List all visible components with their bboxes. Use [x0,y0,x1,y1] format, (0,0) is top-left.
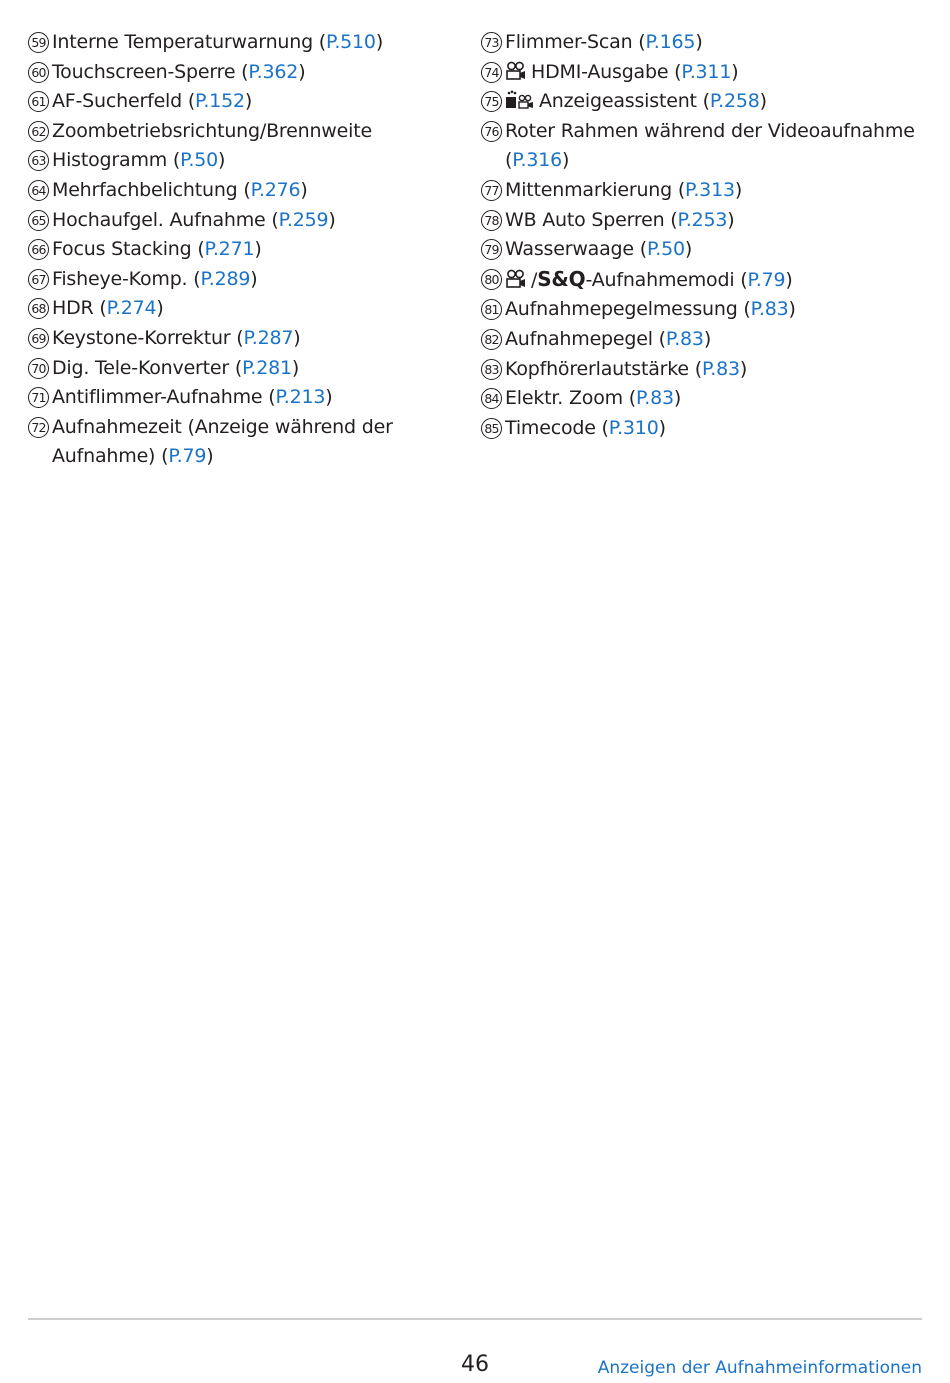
closing-paren: ) [684,238,693,261]
item-label: Antiflimmer-Aufnahme ( [52,386,276,409]
item-text [52,354,458,384]
left-column [28,28,458,472]
list-item [481,58,926,88]
item-label: Aufnahmepegelmessung ( [505,298,751,321]
item-text [505,414,926,444]
item-number-badge: 80 [481,269,502,290]
list-item [481,87,926,117]
list-item [481,265,926,296]
item-label: Mittenmarkierung ( [505,178,686,201]
closing-paren: ) [300,178,308,201]
list-item [481,414,926,444]
item-label: Histogramm ( [52,149,181,172]
section-title-link[interactable]: Anzeigen der Aufnahmeinformationen [597,1358,922,1378]
movie-camera-icon [505,269,527,289]
list-item [28,235,458,265]
item-label: Interne Temperaturwarnung ( [52,31,327,53]
item-number-badge: 66 [28,239,49,260]
item-number-badge: 59 [28,32,49,53]
page-reference-link[interactable]: P.311 [681,60,732,83]
item-text [52,413,458,472]
item-number-badge: 75 [481,91,502,112]
item-text [505,87,926,117]
list-item [481,235,926,265]
closing-paren: ) [727,208,735,231]
item-label: Aufnahmepegel ( [505,327,666,350]
item-label: Flimmer-Scan ( [505,31,646,53]
item-number-badge: 72 [28,417,49,438]
closing-paren: ) [291,356,300,379]
list-item [28,354,458,384]
closing-paren: ) [156,297,164,320]
item-text [505,265,926,296]
list-item [28,265,458,295]
page-reference-link[interactable]: P.83 [750,298,789,321]
item-label: Dig. Tele-Konverter ( [52,356,243,379]
item-number-badge: 63 [28,150,49,171]
page-reference-link[interactable]: P.165 [645,31,696,53]
page-reference-link[interactable]: P.281 [242,356,292,379]
item-number-badge: 84 [481,388,502,409]
item-label: Fisheye-Komp. ( [52,267,201,290]
page-reference-link[interactable]: P.362 [248,60,299,83]
list-item [28,117,458,147]
item-number-badge: 60 [28,62,49,83]
closing-paren: ) [250,267,258,290]
list-item [481,176,926,206]
closing-paren: ) [673,387,682,410]
list-item [28,58,458,88]
item-text [505,117,926,176]
item-text [52,324,458,354]
list-item [481,325,926,355]
page-reference-link[interactable]: P.152 [195,90,245,113]
closing-paren: ) [254,238,262,261]
item-label: -Aufnahmemodi ( [585,268,748,291]
list-item [28,413,458,472]
item-number-badge: 62 [28,121,49,142]
item-label: WB Auto Sperren ( [505,208,678,231]
item-number-badge: 82 [481,329,502,350]
item-number-badge: 83 [481,359,502,380]
item-number-badge: 70 [28,358,49,379]
list-item [28,324,458,354]
closing-paren: ) [658,416,666,439]
list-item [481,28,926,58]
item-text [52,58,458,88]
item-text [505,295,926,325]
item-label: Mehrfachbelichtung ( [52,178,251,201]
list-item [481,384,926,414]
item-number-badge: 61 [28,91,49,112]
page-reference-link[interactable]: P.313 [685,178,735,201]
item-text [505,325,926,355]
item-label: Keystone-Korrektur ( [52,326,244,349]
item-text [505,176,926,206]
item-number-badge: 67 [28,269,49,290]
item-number-badge: 81 [481,299,502,320]
item-number-badge: 64 [28,180,49,201]
list-item [28,206,458,236]
page-reference-link[interactable]: P.316 [512,149,563,172]
item-text [505,58,926,88]
item-prefix: / [531,268,538,291]
item-label: Hochaufgel. Aufnahme ( [52,208,279,231]
item-text [52,146,458,176]
item-label: Zoombetriebsrichtung/Brennweite [52,119,372,142]
item-number-badge: 69 [28,328,49,349]
item-number-badge: 65 [28,210,49,231]
closing-paren: ) [734,178,743,201]
item-label: Timecode ( [505,416,609,439]
list-item [481,117,926,176]
item-number-badge: 74 [481,62,502,83]
page-reference-link[interactable]: P.510 [326,31,376,53]
item-text [52,294,458,324]
closing-paren: ) [325,386,333,409]
item-label: AF-Sucherfeld ( [52,90,196,113]
page-reference-link[interactable]: P.213 [275,386,326,409]
item-label: HDR ( [52,297,107,320]
sq-mode-label: S&Q [537,266,586,291]
page-reference-link[interactable]: P.83 [636,387,674,410]
list-item [28,383,458,413]
page-reference-link[interactable]: P.83 [665,327,704,350]
list-item [28,87,458,117]
item-number-badge: 79 [481,239,502,260]
list-item [28,294,458,324]
page-reference-link[interactable]: P.271 [204,238,255,261]
item-number-badge: 73 [481,32,502,53]
movie-camera-icon [505,61,527,81]
item-text [52,28,458,58]
item-label: HDMI-Ausgabe ( [531,60,682,83]
page-reference-link[interactable]: P.289 [200,267,251,290]
item-number-badge: 77 [481,180,502,201]
page-reference-link[interactable]: P.50 [646,238,685,261]
closing-paren: ) [328,208,336,231]
closing-paren: ) [759,90,767,113]
page-reference-link[interactable]: P.79 [747,268,786,291]
page-reference-link[interactable]: P.259 [278,208,329,231]
item-text [505,28,926,58]
page-reference-link[interactable]: P.274 [106,297,157,320]
item-text [505,235,926,265]
list-item [481,355,926,385]
closing-paren: ) [206,445,214,468]
list-item [28,28,458,58]
page-reference-link[interactable]: P.287 [243,326,294,349]
item-label: Touchscreen-Sperre ( [52,60,249,83]
closing-paren: ) [298,60,306,83]
list-item [481,206,926,236]
page-reference-link[interactable]: P.258 [709,90,760,113]
item-text [52,87,458,117]
page-reference-link[interactable]: P.310 [608,416,659,439]
closing-paren: ) [244,90,253,113]
item-text [52,265,458,295]
item-label: Roter Rahmen während der Videoaufnahme ( [505,119,915,172]
closing-paren: ) [695,31,703,53]
closing-paren: ) [731,60,739,83]
display-assist-icon [505,90,535,110]
item-label: Focus Stacking ( [52,238,205,261]
list-item [28,176,458,206]
page-reference-link[interactable]: P.276 [250,178,301,201]
item-label: Kopfhörerlautstärke ( [505,357,702,380]
page-reference-link[interactable]: P.83 [701,357,740,380]
right-column [481,28,926,443]
item-text [52,383,458,413]
page-reference-link[interactable]: P.79 [168,445,207,468]
closing-paren: ) [293,326,301,349]
footer-divider [28,1318,922,1320]
closing-paren: ) [785,268,793,291]
item-number-badge: 85 [481,418,502,439]
closing-paren: ) [218,149,226,172]
closing-paren: ) [739,357,748,380]
item-label: Wasserwaage ( [505,238,647,261]
item-text [505,384,926,414]
page-reference-link[interactable]: P.253 [677,208,728,231]
item-text [52,176,458,206]
item-text [52,235,458,265]
list-item [28,146,458,176]
page-number: 46 [461,1352,489,1377]
item-number-badge: 76 [481,121,502,142]
item-number-badge: 78 [481,210,502,231]
closing-paren: ) [562,149,570,172]
page-reference-link[interactable]: P.50 [180,149,219,172]
item-text [52,117,458,147]
item-text [52,206,458,236]
list-item [481,295,926,325]
closing-paren: ) [375,31,384,53]
item-label: Aufnahmezeit (Anzeige während der Aufnahme) ( [52,415,393,468]
closing-paren: ) [788,298,796,321]
item-number-badge: 71 [28,387,49,408]
item-label: Elektr. Zoom ( [505,387,636,410]
item-text [505,206,926,236]
item-text [505,355,926,385]
item-label: Anzeigeassistent ( [539,90,710,113]
item-number-badge: 68 [28,298,49,319]
closing-paren: ) [703,327,712,350]
